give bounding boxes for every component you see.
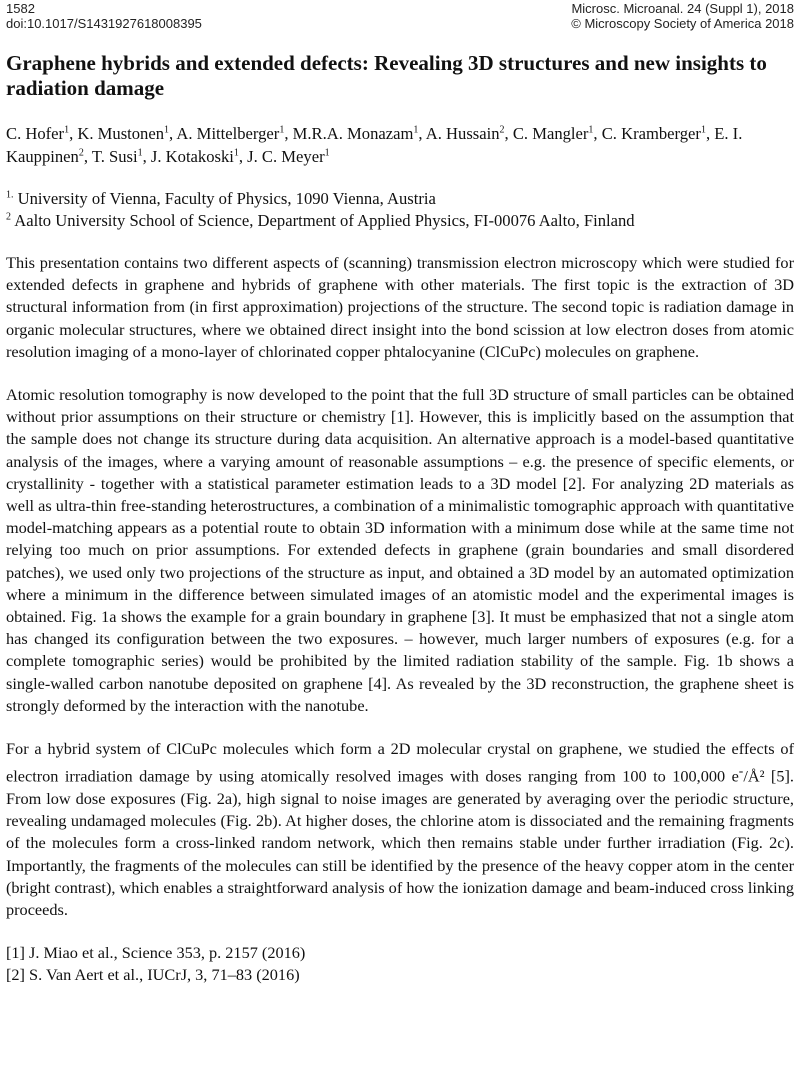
reference-list <box>6 942 794 986</box>
author-affiliation-mark: 1 <box>164 124 170 136</box>
copyright-notice: © Microscopy Society of America 2018 <box>571 16 794 31</box>
author-affiliation-mark: 1 <box>588 124 594 136</box>
author: M.R.A. Monazam <box>292 124 414 143</box>
affiliation-vienna <box>6 188 794 210</box>
running-header-bottom <box>6 16 794 31</box>
paper-title: Graphene hybrids and extended defects: Revealing 3D structures and new insights to radiation damage <box>6 51 767 100</box>
author-affiliation-mark: 1 <box>233 146 239 158</box>
author: E. I. Kauppinen <box>6 124 743 166</box>
running-header-top <box>6 1 794 16</box>
affiliation-text: Aalto University School of Science, Department of Applied Physics, FI-00076 Aalto, Finland <box>11 211 635 230</box>
author: J. Kotakoski <box>150 146 234 166</box>
electron-charge-superscript: - <box>738 763 744 779</box>
author-affiliation-mark: 1 <box>413 124 419 136</box>
author: J. C. Meyer <box>247 146 325 166</box>
author-affiliation-mark: 1 <box>137 146 143 158</box>
paragraph-intro: This presentation contains two different aspects of (scanning) transmission electron microscopy which were studied for extended defects in graphene and hybrids of graphene with other materials. The first topic is the extraction of 3D structural information from (in first approximation) projections of the structure. The second topic is radiation damage in organic molecular structures, where we obtained direct insight into the bond scission at low electron doses from atomic resolution imaging of a mono-layer of chlorinated copper phtalocyanine (ClCuPc) molecules on graphene. <box>6 253 794 361</box>
affiliation-aalto <box>6 210 794 232</box>
affiliation-mark: 2 <box>6 211 11 223</box>
author: C. Hofer <box>6 124 65 143</box>
author-affiliation-mark: 2 <box>499 124 505 136</box>
paragraph-text: For a hybrid system of ClCuPc molecules which form a 2D molecular crystal on graphene, we studied the effects of electron irradiation damage by using atomically resolved images with doses ranging from 100 to 100,000 e <box>6 739 794 786</box>
author-affiliation-mark: 1 <box>64 124 70 136</box>
author-affiliation-mark: 1 <box>324 146 330 158</box>
journal-citation: Microsc. Microanal. 24 (Suppl 1), 2018 <box>571 1 794 16</box>
author: C. Kramberger <box>601 124 701 143</box>
affiliation-list <box>6 188 794 232</box>
author: T. Susi <box>91 146 138 166</box>
author: C. Mangler <box>512 124 589 143</box>
doi-link[interactable]: doi:10.1017/S1431927618008395 <box>6 16 202 31</box>
author: K. Mustonen <box>77 124 165 143</box>
paragraph-tomography: Atomic resolution tomography is now developed to the point that the full 3D structure of small particles can be obtained without prior assumptions on their structure or chemistry [1]. However, this is implicitly based on the assumption that the sample does not change its structure during data acquisition. An alternative approach is a model-based quantitative analysis of the images, where a varying amount of reasonable assumptions – e.g. the presence of specific elements, or crystallinity - together with a statistical parameter estimation leads to a 3D model [2]. For analyzing 2D materials as well as ultra-thin free-standing heterostructures, a combination of a minimalistic tomographic approach with quantitative model-matching appears as a potential route to obtain 3D information with a minimum dose while at the same time not relying too much on prior assumptions. For extended defects in graphene (grain boundaries and small disordered patches), we used only two projections of the structure as input, and obtained a 3D model by an automated optimization where a minimum in the difference between simulated images of an atomistic model and the experimental images is obtained. Fig. 1a shows the example for a grain boundary in graphene [3]. It must be emphasized that not a single atom has changed its configuration between the two exposures. – however, much larger numbers of exposures (e.g. for a complete tomographic series) would be prohibited by the limited radiation stability of the sample. Fig. 1b shows a single-walled carbon nanotube deposited on graphene [4]. As revealed by the 3D reconstruction, the graphene sheet is strongly deformed by the interaction with the nanotube. <box>6 385 794 715</box>
author-affiliation-mark: 1 <box>279 124 285 136</box>
page-number: 1582 <box>6 1 35 16</box>
reference-item: [1] J. Miao et al., Science 353, p. 2157 (2016) <box>6 943 306 963</box>
author-affiliation-mark: 2 <box>78 146 84 158</box>
paragraph-radiation-damage <box>6 738 794 921</box>
author-list: C. Hofer$^1$, K. Mustonen$^1$, A. Mittelberger$^1$, M.R.A. Monazam$^1$, A. Hussain$^2$, C. Mangler$^1$, C. Kramberger$^1$, E. I. Kauppinen$^2$, T. Susi$^1$, J. Kotakoski$^1$, J. C. Meyer$^1$ <box>6 124 743 166</box>
reference-item: [2] S. Van Aert et al., IUCrJ, 3, 71–83 (2016) <box>6 965 300 985</box>
author: A. Mittelberger <box>176 124 280 143</box>
affiliation-text: University of Vienna, Faculty of Physics, 1090 Vienna, Austria <box>13 189 436 208</box>
affiliation-mark: 1. <box>6 189 14 201</box>
author: A. Hussain <box>425 124 500 143</box>
paragraph-text: /Å² [5]. From low dose exposures (Fig. 2a), high signal to noise images are generated by averaging over the periodic structure, revealing undamaged molecules (Fig. 2b). At higher doses, the chlorine atom is dissociated and the remaining fragments of the molecules form a cross-linked random network, which then remains stable under further irradiation (Fig. 2c). Importantly, the fragments of the molecules can still be identified by the presence of the heavy copper atom in the center (bright contrast), which enables a straightforward analysis of how the ionization damage and beam-induced cross linking proceeds. <box>6 766 794 919</box>
author-affiliation-mark: 1 <box>700 124 706 136</box>
